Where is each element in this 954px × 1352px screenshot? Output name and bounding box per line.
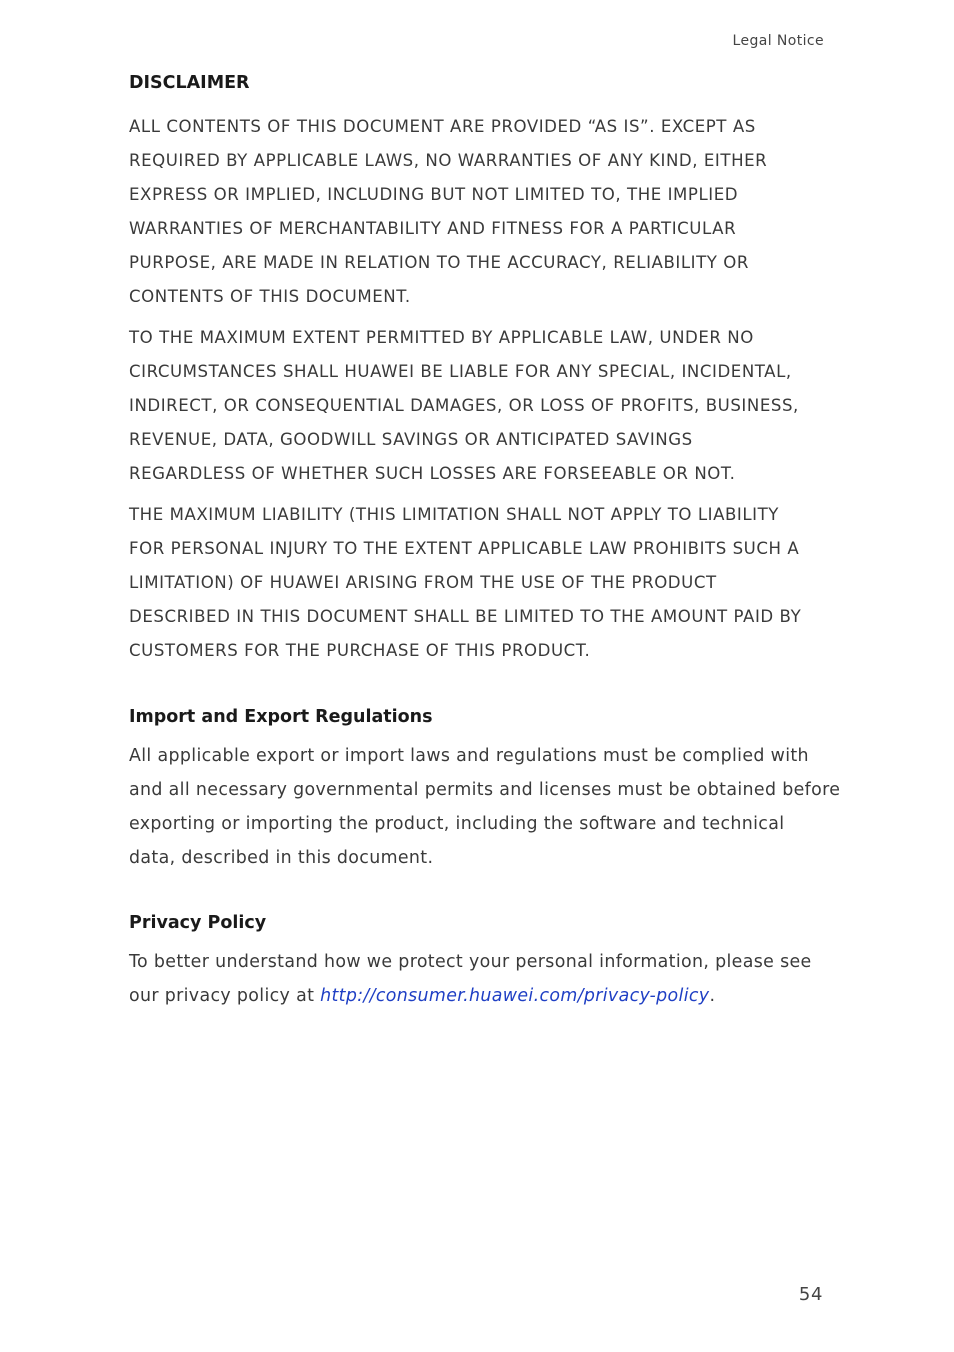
text-line: All applicable export or import laws and regulations must be complied with: [129, 746, 809, 766]
text-line: DESCRIBED IN THIS DOCUMENT SHALL BE LIMITED TO THE AMOUNT PAID BY: [129, 607, 802, 626]
privacy-line-prefix: our privacy policy at: [129, 986, 321, 1006]
text-line: ALL CONTENTS OF THIS DOCUMENT ARE PROVIDED “AS IS”. EXCEPT AS: [129, 117, 756, 136]
page-number: 54: [798, 1284, 823, 1305]
privacy-heading: Privacy Policy: [129, 913, 267, 933]
text-line: CUSTOMERS FOR THE PURCHASE OF THIS PRODUCT.: [129, 641, 591, 660]
disclaimer-heading: DISCLAIMER: [129, 73, 250, 93]
privacy-section: [129, 910, 829, 1013]
text-line: REQUIRED BY APPLICABLE LAWS, NO WARRANTIES OF ANY KIND, EITHER: [129, 151, 768, 170]
text-line: data, described in this document.: [129, 848, 434, 868]
text-line: THE MAXIMUM LIABILITY (THIS LIMITATION SHALL NOT APPLY TO LIABILITY: [129, 505, 779, 524]
privacy-line-suffix: .: [709, 986, 716, 1006]
text-line: CIRCUMSTANCES SHALL HUAWEI BE LIABLE FOR ANY SPECIAL, INCIDENTAL,: [129, 362, 792, 381]
import-export-heading: Import and Export Regulations: [129, 707, 433, 727]
disclaimer-paragraph-2: [129, 321, 829, 491]
disclaimer-section: [129, 70, 829, 668]
text-line: PURPOSE, ARE MADE IN RELATION TO THE ACCURACY, RELIABILITY OR: [129, 253, 749, 272]
privacy-policy-link[interactable]: http://consumer.huawei.com/privacy-policy: [320, 986, 710, 1006]
page-content: [129, 70, 841, 1013]
text-line: REVENUE, DATA, GOODWILL SAVINGS OR ANTICIPATED SAVINGS: [129, 430, 693, 449]
disclaimer-paragraph-1: [129, 110, 829, 314]
text-line: exporting or importing the product, including the software and technical: [129, 814, 785, 834]
text-line: EXPRESS OR IMPLIED, INCLUDING BUT NOT LIMITED TO, THE IMPLIED: [129, 185, 739, 204]
text-line: FOR PERSONAL INJURY TO THE EXTENT APPLICABLE LAW PROHIBITS SUCH A: [129, 539, 800, 558]
text-line: INDIRECT, OR CONSEQUENTIAL DAMAGES, OR LOSS OF PROFITS, BUSINESS,: [129, 396, 799, 415]
import-export-section: [129, 704, 841, 875]
text-line: WARRANTIES OF MERCHANTABILITY AND FITNESS FOR A PARTICULAR: [129, 219, 737, 238]
import-export-paragraph: [129, 739, 841, 875]
text-line: To better understand how we protect your personal information, please see: [129, 952, 812, 972]
disclaimer-paragraph-3: [129, 498, 829, 668]
text-line: REGARDLESS OF WHETHER SUCH LOSSES ARE FORSEEABLE OR NOT.: [129, 464, 736, 483]
text-line: LIMITATION) OF HUAWEI ARISING FROM THE USE OF THE PRODUCT: [129, 573, 717, 592]
text-line: and all necessary governmental permits and licenses must be obtained before: [129, 780, 841, 800]
text-line: CONTENTS OF THIS DOCUMENT.: [129, 287, 411, 306]
privacy-paragraph: [129, 945, 829, 1013]
text-line: TO THE MAXIMUM EXTENT PERMITTED BY APPLICABLE LAW, UNDER NO: [129, 328, 754, 347]
running-header: Legal Notice: [732, 33, 824, 49]
text-line: [129, 979, 829, 1013]
